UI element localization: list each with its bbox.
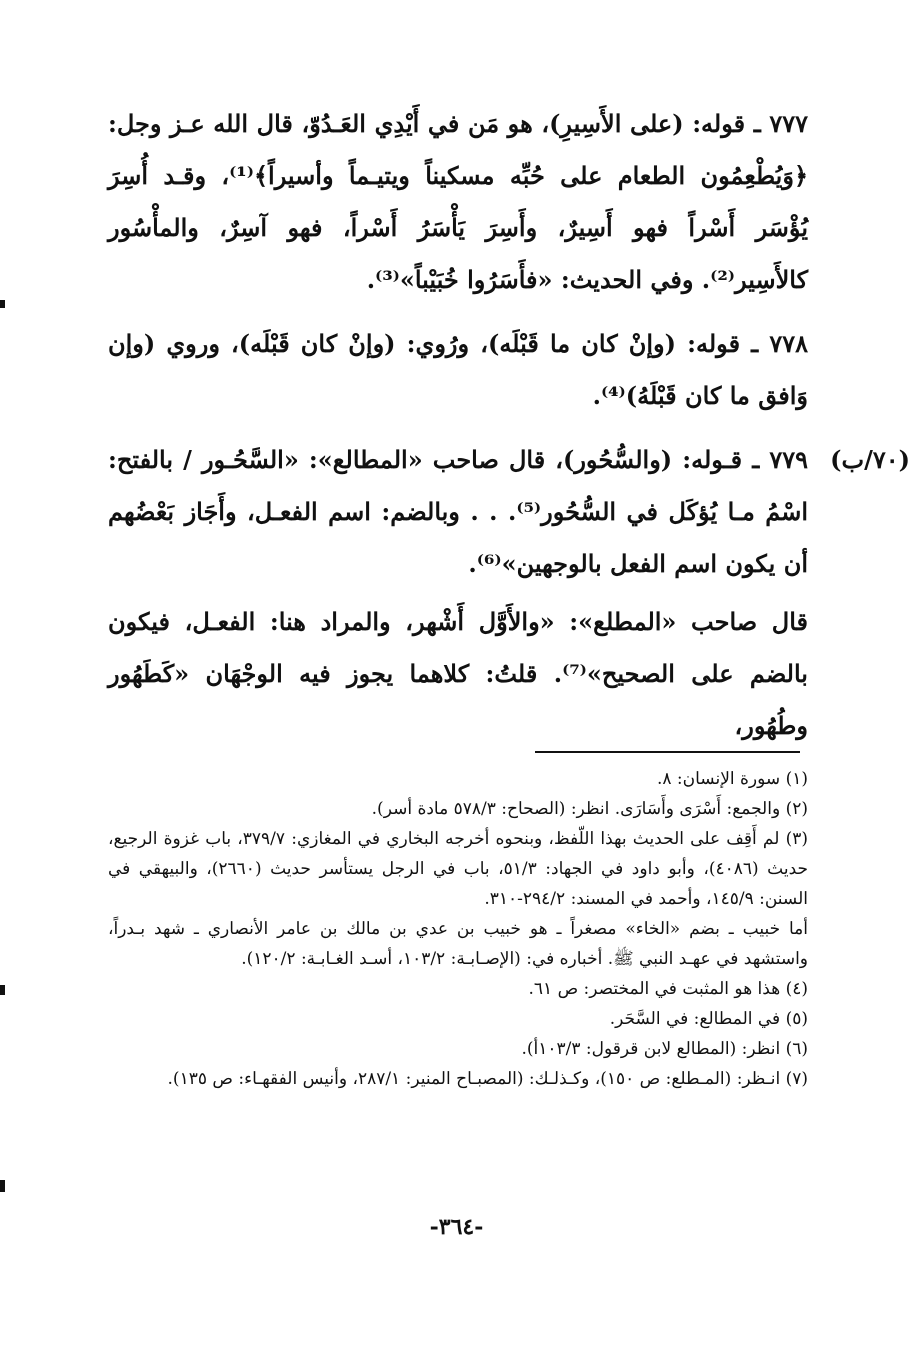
footnote: (٦) انظر: (المطالع لابن قرقول: ١٠٣/٣أ). <box>521 1039 808 1059</box>
footnote: (٤) هذا هو المثبت في المختصر: ص ٦١. <box>528 979 808 999</box>
paragraph-text: قال صاحب «المطلع»: «والأَوَّل أَشْهر، والمراد هنا: الفعـل، فيكون بالضم على الصحيح»⁽⁷⁾. قلتُ: كلاهما يجوز فيه الوجْهَان «كَطَهُور وطُهُور، <box>108 607 808 740</box>
footnote: (٧) انـظر: (المـطلع: ص ١٥٠)، وكـذلـك: (المصبـاح المنير: ٢٨٧/١، وأنيس الفقهـاء: ص ١٣٥). <box>167 1069 808 1089</box>
paragraph-text: ٧٧٩ ـ قـوله: (والسُّحُور)، قال صاحب «المطالع»: «السَّحُـور / بالفتح: اسْمُ مـا يُؤكَل في السُّحُور⁽⁵⁾. . . وبالضم: اسم الفعـل، وأَجَاز بَعْضُهم أن يكون اسم الفعل بالوجهين»⁽⁶⁾. <box>108 445 809 578</box>
footnote: (٢) والجمع: أَسْرَى وأَسَارَى. انظر: (الصحاح: ٥٧٨/٣ مادة أسر). <box>371 799 808 819</box>
paragraph-779 <box>108 434 808 590</box>
paragraph-777 <box>108 98 808 306</box>
scan-edge-mark <box>0 985 5 995</box>
footnote: أما خبيب ـ بضم «الخاء» مصغراً ـ هو خبيب بن عدي بن مالك بن عامر الأنصاري ـ شهد بـدراً، واستشهد في عهـد النبي ﷺ. أخباره في: (الإصـابـة: ١٠٣/٢، أسـد الغـابـة: ١٢٠/٢). <box>108 919 808 969</box>
footnote-separator <box>535 751 800 753</box>
paragraph-778 <box>108 318 808 422</box>
margin-folio-note: (٧٠/ب) <box>830 445 910 474</box>
scan-edge-mark <box>0 300 5 308</box>
paragraph-text: ٧٧٨ ـ قوله: (وإنْ كان ما قَبْلَه)، ورُوي: (وإنْ كان قَبْلَه)، وروي (وإن وَافق ما كان قَبْلَهُ)⁽⁴⁾. <box>108 329 808 410</box>
page-number: -٣٦٤- <box>429 1214 484 1240</box>
paragraph-continuation <box>108 596 808 752</box>
scan-edge-mark <box>0 1180 5 1192</box>
footnote: (١) سورة الإنسان: ٨. <box>656 769 808 789</box>
footnote: (٥) في المطالع: في السَّحَر. <box>609 1009 808 1029</box>
footnote: (٣) لم أَقِف على الحديث بهذا اللّفظ، وبنحوه أخرجه البخاري في المغازي: ٣٧٩/٧، باب غزوة الرجيع، حديث (٤٠٨٦)، وأبو داود في الجهاد: ٥١/٣، باب في الرجل يستأسر حديث (٢٦٦٠)، والبيهقي في السنن: ١٤٥/٩، وأحمد في المسند: ٢٩٤/٢-٣١٠. <box>108 829 808 909</box>
paragraph-text: ٧٧٧ ـ قوله: (على الأَسِيرِ)، هو مَن في أَيْدِي العَـدُوّ، قال الله عـز وجل: ﴿وَيُطْعِمُون الطعام على حُبِّه مسكيناً ويتيـماً وأسيراً﴾⁽¹⁾، وقـد أُسِرَ يُؤْسَر أَسْراً فهو أَسِيرٌ، وأَسِرَ يَأْسَرُ أَسْراً، فهو آسِرٌ، والمأْسُور كالأَسِير⁽²⁾. وفي الحديث: «فأَسَرُوا خُبَيْباً»⁽³⁾. <box>108 109 809 294</box>
footnotes <box>108 764 808 1094</box>
